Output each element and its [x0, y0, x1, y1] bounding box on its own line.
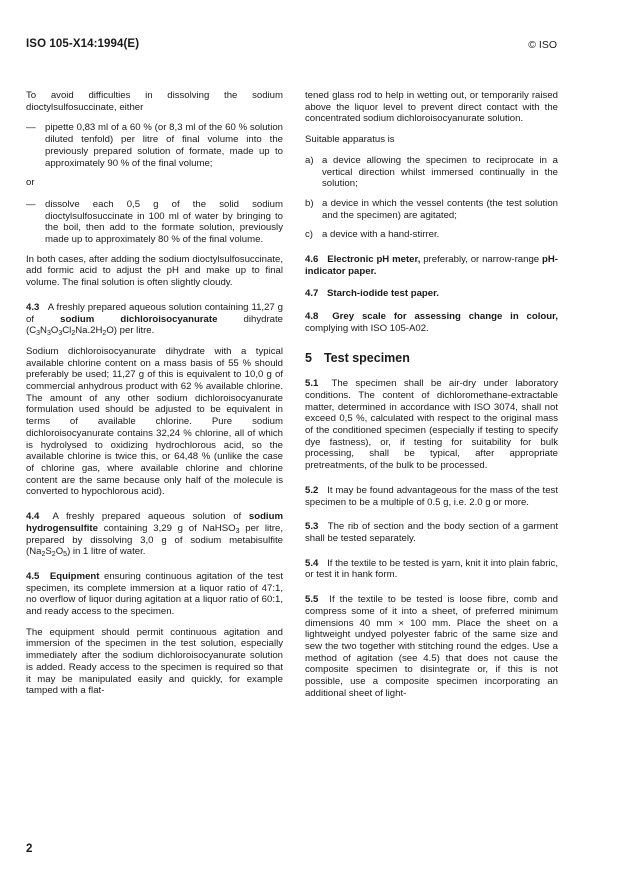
- section-title: Test specimen: [323, 350, 410, 365]
- clause-5-1: [305, 378, 558, 472]
- clause-number: 5.5: [305, 594, 319, 606]
- list-marker: b): [305, 197, 314, 209]
- clause-number: 4.5: [26, 570, 40, 582]
- clause-term: Grey scale for assessing change in colour,: [332, 311, 559, 323]
- list-text: a device in which the vessel contents (the test solution and the specimen) are agitated;: [322, 197, 558, 221]
- clause-4-5-note: The equipment should permit continuous agitation and immersion of the specimen in the test solution, especially immediately after the sodium dichloroisocyanurate solution is added. Ready access to the specimen is required so that it may be manipulated easily and quickly, for example tamped with a flat-: [26, 626, 283, 697]
- clause-term: sodium dichloroisocyanurate: [60, 313, 218, 325]
- clause-text: complying with ISO 105-A02.: [305, 322, 429, 334]
- document-code: ISO 105-X14:1994(E): [26, 38, 140, 50]
- clause-text: dihydrate: [243, 313, 283, 325]
- clause-4-7: [305, 288, 558, 300]
- clause-4-3-note: Sodium dichloroisocyanurate dihydrate with a typical available chlorine content on a mass basis of 55 % should preferably be used; 11,27 g of this is equivalent to 10,0 g of commercial anhydrous product with 62 % available chlorine. The amount of any other sodium dichloroisocyanurate formulation used should be adjusted to be equivalent in terms of available chlorine. Pure sodium dichloroisocyanurate contains 32,24 % chlorine, all of which is hydrolysed to oxidizing hydrochlorous acid, so the available chlorine is twice this, or 64,48 % (unlike the case of chlorine gas, where available chlorine and chlorine content are the same because only half of the molecule is converted to hypochlorous acid).: [26, 345, 283, 498]
- dash-item-dissolve: [26, 199, 283, 246]
- clause-number: 4.4: [26, 511, 40, 523]
- continuation-paragraph: tened glass rod to help in wetting out, or temporarily raised above the liquor level to prevent direct contact with the concentrated sodium dichloroisocyanurate solution.: [305, 90, 558, 125]
- list-item-b: [305, 198, 558, 221]
- clause-5-4: [305, 558, 558, 581]
- clause-number: 4.8: [305, 311, 319, 323]
- clause-text: preferably, or narrow-range: [423, 254, 540, 266]
- list-item-a: [305, 155, 558, 190]
- right-column: [305, 90, 558, 708]
- clause-5-3: [305, 521, 558, 544]
- chemical-formula: $(C_3N_3O_3Cl_2Na.2H_2O)$ per litre.: [26, 325, 155, 338]
- dash-marker: —: [26, 198, 36, 210]
- or-connector: or: [26, 177, 35, 189]
- intro-paragraph: To avoid difficulties in dissolving the sodium dioctylsulfosuccinate, either: [26, 90, 283, 113]
- dash-item-pipette: [26, 122, 283, 169]
- clause-text: ensuring continuous agitation of the test specimen, its complete immersion at a liquor ratio of 47:1, no overflow of liquor during agitation at a liquor ratio of 60:1, and ready access to the specimen.: [26, 570, 283, 618]
- clause-term: Starch-iodide test paper.: [327, 288, 439, 300]
- clause-text: A freshly prepared aqueous solution containing 11,27 g of: [26, 301, 284, 325]
- list-item-c: [305, 229, 558, 241]
- list-marker: c): [305, 229, 313, 241]
- clause-number: 5.4: [305, 557, 319, 569]
- dash-marker: —: [26, 122, 36, 134]
- clause-number: 4.7: [305, 288, 319, 300]
- clause-text: It may be found advantageous for the mass of the test specimen to be a multiple of 0.5 g, i.e. 2.0 g or more.: [305, 484, 559, 508]
- copyright-mark: © ISO: [528, 39, 557, 51]
- list-text: a device with a hand-stirrer.: [322, 229, 440, 241]
- clause-term: pH-indicator paper.: [305, 254, 558, 277]
- clause-number: 4.3: [26, 301, 40, 313]
- clause-number: 4.6: [305, 254, 319, 266]
- clause-4-4: [26, 511, 283, 558]
- clause-5-2: [305, 485, 558, 508]
- clause-4-3: [26, 302, 283, 337]
- clause-number: 5.2: [305, 484, 319, 496]
- left-column: [26, 90, 283, 706]
- suitable-apparatus-line: Suitable apparatus is: [305, 134, 395, 146]
- clause-number: 5.1: [305, 378, 319, 390]
- clause-text: The specimen shall be air-dry under laboratory conditions. The content of dichloromethane-extractable matter, determined in accordance with ISO 3074, shall not exceed 0,5 %, calculated with respect to the original mass of the conditioned specimen (especially if testing to specify dye fastness), or, if testing for suitability for bulk processing, shall be typical, after appropriate pretreatments, of the bulk to be processed.: [305, 378, 558, 472]
- section-heading-5: [305, 350, 558, 365]
- section-number: 5: [305, 350, 312, 365]
- page-number: 2: [26, 843, 33, 855]
- clause-number: 5.3: [305, 521, 319, 533]
- clause-text: containing 3,29 g of NaHSO$_3$ per litre, prepared by dissolving 3,0 g of sodium metabisulfite $(Na_2S_2O_5)$ in 1 litre of water.: [26, 522, 283, 559]
- clause-4-5: [26, 571, 283, 618]
- clause-5-5: [305, 594, 558, 699]
- clause-text: If the textile to be tested is loose fibre, comb and compress some of it into a sheet, of preferred minimum dimensions 40 mm × 100 mm. Place the sheet on a lightweight undyed polyester fabric of the same size and sew the two together with stitching round the edges. Use a method of agitation (see 4.5) that does not cause the composite specimen to disintegrate or, if this is not possible, use a composite specimen incorporating an additional sheet of light-: [305, 594, 558, 699]
- list-text: a device allowing the specimen to reciprocate in a vertical direction whilst immersed continually in the solution;: [322, 154, 558, 190]
- clause-term: Equipment: [49, 570, 100, 582]
- clause-4-8: [305, 311, 558, 334]
- clause-text: A freshly prepared aqueous solution of: [52, 511, 242, 523]
- list-marker: a): [305, 154, 314, 166]
- dash-text: pipette 0,83 ml of a 60 % (or 8,3 ml of the 60 % solution diluted tenfold) per litre of final volume into the previously prepared solution of formate, made up to approximately 90 % of the final volume;: [45, 122, 283, 169]
- clause-term: sodium hydrogensulfite: [26, 511, 283, 534]
- clause-text: If the textile to be tested is yarn, knit it into plain fabric, or test it in hank form.: [305, 557, 558, 581]
- clause-text: The rib of section and the body section of a garment shall be tested separately.: [305, 521, 558, 544]
- dash-text: dissolve each 0,5 g of the solid sodium dioctylsulfosuccinate in 100 ml of water by bringing to the boil, then add to the formate solution, previously made up to approximately 80 % of the final volume.: [45, 198, 283, 246]
- clause-term: Electronic pH meter,: [327, 254, 421, 266]
- both-cases-paragraph: In both cases, after adding the sodium dioctylsulfosuccinate, add formic acid to adjust the pH and make up to final volume. The final solution is often slightly cloudy.: [26, 253, 283, 289]
- clause-4-6: [305, 254, 558, 277]
